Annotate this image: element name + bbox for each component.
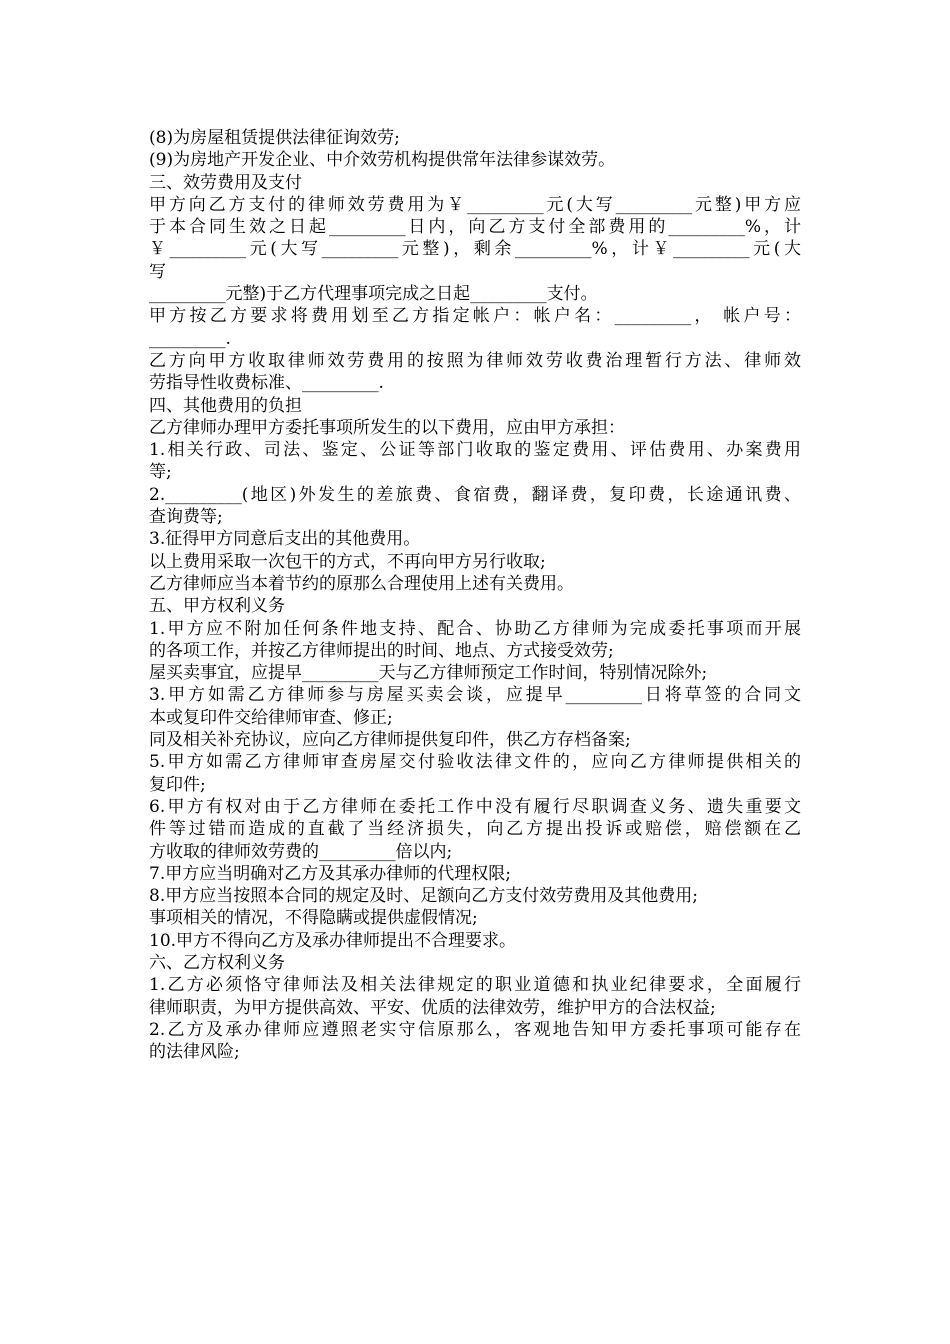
document-line: 甲方按乙方要求将费用划至乙方指定帐户：帐户名：_________， 帐户号： xyxy=(149,306,801,327)
document-line: 甲方向乙方支付的律师效劳费用为￥_________元(大写_________元整)甲方应 xyxy=(149,194,801,215)
document-line: ￥_________元(大写_________元整)，剩余_________%，计￥_________元(大 xyxy=(149,239,801,260)
document-line: 同及相关补充协议，应向乙方律师提供复印件，供乙方存档备案; xyxy=(149,730,631,751)
document-line: 1.相关行政、司法、鉴定、公证等部门收取的鉴定费用、评估费用、办案费用 xyxy=(149,440,801,461)
document-line: 1.乙方必须恪守律师法及相关法律规定的职业道德和执业纪律要求，全面履行 xyxy=(149,975,801,996)
document-line: 8.甲方应当按照本合同的规定及时、足额向乙方支付效劳费用及其他费用; xyxy=(149,886,698,907)
document-line: 2._________(地区)外发生的差旅费、食宿费，翻译费，复印费，长途通讯费、 xyxy=(149,484,801,505)
document-line: 写 xyxy=(149,261,166,282)
document-line: 6.甲方有权对由于乙方律师在委托工作中没有履行尽职调查义务、遗失重要文 xyxy=(149,796,801,817)
document-line: 事项相关的情况，不得隐瞒或提供虚假情况; xyxy=(149,908,478,929)
document-line: 复印件; xyxy=(149,774,206,795)
document-line: 1.甲方应不附加任何条件地支持、配合、协助乙方律师为完成委托事项而开展 xyxy=(149,618,801,639)
document-line: 乙方律师办理甲方委托事项所发生的以下费用，应由甲方承担： xyxy=(149,417,625,438)
document-line: 查询费等; xyxy=(149,507,223,528)
document-line: _________. xyxy=(149,328,231,349)
document-line: 的各项工作，并按乙方律师提出的时间、地点、方式接受效劳; xyxy=(149,640,614,661)
document-line: (8)为房屋租赁提供法律征询效劳; xyxy=(149,128,400,148)
document-line: 六、乙方权利义务 xyxy=(149,952,285,973)
document-line: 律师职责，为甲方提供高效、平安、优质的法律效劳，维护甲方的合法权益; xyxy=(149,997,716,1018)
document-line: 3.征得甲方同意后支出的其他费用。 xyxy=(149,529,421,550)
document-line: 于本合同生效之日起_________日内，向乙方支付全部费用的_________%，计 xyxy=(149,217,801,238)
document-line: 3.甲方如需乙方律师参与房屋买卖会谈，应提早_________日将草签的合同文 xyxy=(149,685,801,706)
document-line: 等; xyxy=(149,462,172,483)
document-line: (9)为房地产开发企业、中介效劳机构提供常年法律参谋效劳。 xyxy=(149,150,616,171)
document-line: 5.甲方如需乙方律师审查房屋交付验收法律文件的，应向乙方律师提供相关的 xyxy=(149,752,801,773)
document-line: 三、效劳费用及支付 xyxy=(149,172,302,193)
document-line: 劳指导性收费标准、_________. xyxy=(149,373,384,394)
document-line: 2.乙方及承办律师应遵照老实守信原那么，客观地告知甲方委托事项可能存在 xyxy=(149,1019,801,1040)
document-line: 件等过错而造成的直截了当经济损失，向乙方提出投诉或赔偿，赔偿额在乙 xyxy=(149,819,801,840)
document-line: 乙方律师应当本着节约的原那么合理使用上述有关费用。 xyxy=(149,573,574,594)
document-line: 的法律风险; xyxy=(149,1042,240,1063)
document-line: _________元整)于乙方代理事项完成之日起_________支付。 xyxy=(149,284,598,305)
document-line: 方收取的律师效劳费的_________倍以内; xyxy=(149,841,453,862)
document-line: 屋买卖事宜，应提早_________天与乙方律师预定工作时间，特别情况除外; xyxy=(149,663,708,684)
document-line: 以上费用采取一次包干的方式，不再向甲方另行收取; xyxy=(149,551,546,572)
document-body xyxy=(149,127,801,1063)
document-line: 五、甲方权利义务 xyxy=(149,596,285,617)
document-line: 四、其他费用的负担 xyxy=(149,395,302,416)
document-line: 本或复印件交给律师审查、修正; xyxy=(149,707,393,728)
document-line: 10.甲方不得向乙方及承办律师提出不合理要求。 xyxy=(149,930,517,951)
document-line: 乙方向甲方收取律师效劳费用的按照为律师效劳收费治理暂行方法、律师效 xyxy=(149,350,801,371)
document-line: 7.甲方应当明确对乙方及其承办律师的代理权限; xyxy=(149,863,511,884)
